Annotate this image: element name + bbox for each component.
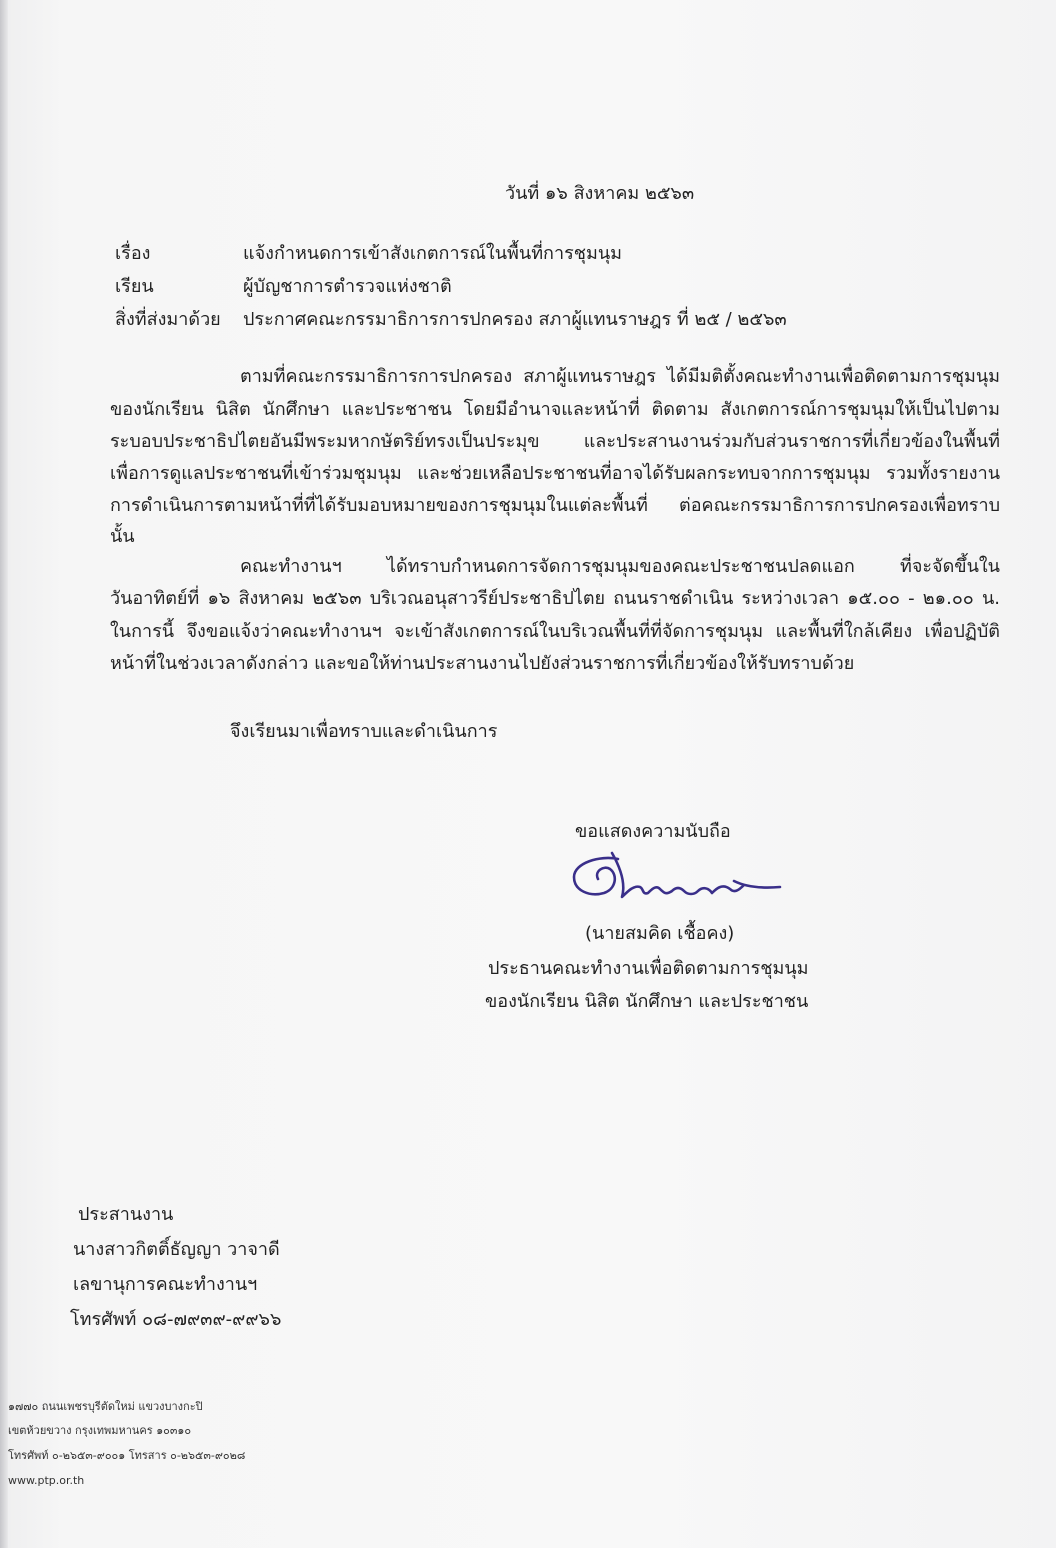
paragraph-1-line-5: การดำเนินการตามหน้าที่ที่ได้รับมอบหมายของการชุมนุมในแต่ละพื้นที่ ต่อคณะกรรมาธิการการปกครองเพื่อทราบ — [110, 495, 1000, 516]
subject-label: เรื่อง — [115, 243, 151, 264]
signer-position-line-2: ของนักเรียน นิสิต นักศึกษา และประชาชน — [485, 991, 809, 1012]
paragraph-1-line-3: ระบอบประชาธิปไตยอันมีพระมหากษัตริย์ทรงเป็นประมุข และประสานงานร่วมกับส่วนราชการที่เกี่ยวข้องในพื้นที่ — [110, 431, 1000, 452]
paragraph-1-line-6: นั้น — [110, 526, 135, 547]
signer-name: (นายสมคิด เชื้อคง) — [585, 923, 735, 944]
paragraph-1-line-2: ของนักเรียน นิสิต นักศึกษา และประชาชน โดยมีอำนาจและหน้าที่ ติดตาม สังเกตการณ์การชุมนุมให้เป็นไปตาม — [110, 399, 1000, 420]
subject-text: แจ้งกำหนดการเข้าสังเกตการณ์ในพื้นที่การชุมนุม — [243, 243, 622, 264]
paragraph-2-line-4: หน้าที่ในช่วงเวลาดังกล่าว และขอให้ท่านประสานงานไปยังส่วนราชการที่เกี่ยวข้องให้รับทราบด้วย — [110, 653, 855, 674]
paragraph-1-line-1: ตามที่คณะกรรมาธิการการปกครอง สภาผู้แทนราษฎร ได้มีมติตั้งคณะทำงานเพื่อติดตามการชุมนุม — [240, 366, 1000, 387]
enclosure-text: ประกาศคณะกรรมาธิการการปกครอง สภาผู้แทนราษฎร ที่ ๒๕ / ๒๕๖๓ — [243, 309, 787, 330]
contact-label: ประสานงาน — [78, 1204, 174, 1225]
contact-phone: โทรศัพท์ ๐๘-๗๙๓๙-๙๙๖๖ — [70, 1309, 282, 1330]
paragraph-2-line-2: วันอาทิตย์ที่ ๑๖ สิงหาคม ๒๕๖๓ บริเวณอนุสาวรีย์ประชาธิปไตย ถนนราชดำเนิน ระหว่างเวลา ๑๕.๐๐ - ๒๑.๐๐ น. — [110, 588, 1000, 609]
salutation: ขอแสดงความนับถือ — [575, 821, 731, 842]
footer-website: www.ptp.or.th — [8, 1474, 85, 1487]
signer-position-line-1: ประธานคณะทำงานเพื่อติดตามการชุมนุม — [488, 958, 809, 979]
paragraph-2-line-1: คณะทำงานฯ ได้ทราบกำหนดการจัดการชุมนุมของคณะประชาชนปลดแอก ที่จะจัดขึ้นใน — [240, 556, 1000, 577]
handwritten-signature — [560, 845, 790, 915]
contact-name: นางสาวกิตติ์ธัญญา วาจาดี — [73, 1239, 280, 1260]
page-edge-shadow — [0, 0, 8, 1548]
footer-address-line-1: ๑๗๗๐ ถนนเพชรบุรีตัดใหม่ แขวงบางกะปิ — [8, 1400, 203, 1413]
recipient-text: ผู้บัญชาการตำรวจแห่งชาติ — [243, 276, 452, 297]
paragraph-2-line-3: ในการนี้ จึงขอแจ้งว่าคณะทำงานฯ จะเข้าสังเกตการณ์ในบริเวณพื้นที่ที่จัดการชุมนุม และพื้นที่ใกล้เคียง เพื่อปฏิบัติ — [110, 621, 1000, 642]
contact-role: เลขานุการคณะทำงานฯ — [73, 1274, 258, 1295]
closing-text: จึงเรียนมาเพื่อทราบและดำเนินการ — [230, 721, 498, 742]
enclosure-label: สิ่งที่ส่งมาด้วย — [115, 309, 221, 330]
recipient-label: เรียน — [115, 276, 154, 297]
paragraph-1-line-4: เพื่อการดูแลประชาชนที่เข้าร่วมชุมนุม และช่วยเหลือประชาชนที่อาจได้รับผลกระทบจากการชุมนุม รวมทั้งรายงาน — [110, 463, 1000, 484]
footer-phone-fax: โทรศัพท์ ๐-๒๖๕๓-๙๐๐๑ โทรสาร ๐-๒๖๕๓-๙๐๒๘ — [8, 1449, 246, 1462]
document-date: วันที่ ๑๖ สิงหาคม ๒๕๖๓ — [505, 183, 695, 204]
footer-address-line-2: เขตห้วยขวาง กรุงเทพมหานคร ๑๐๓๑๐ — [8, 1424, 192, 1437]
